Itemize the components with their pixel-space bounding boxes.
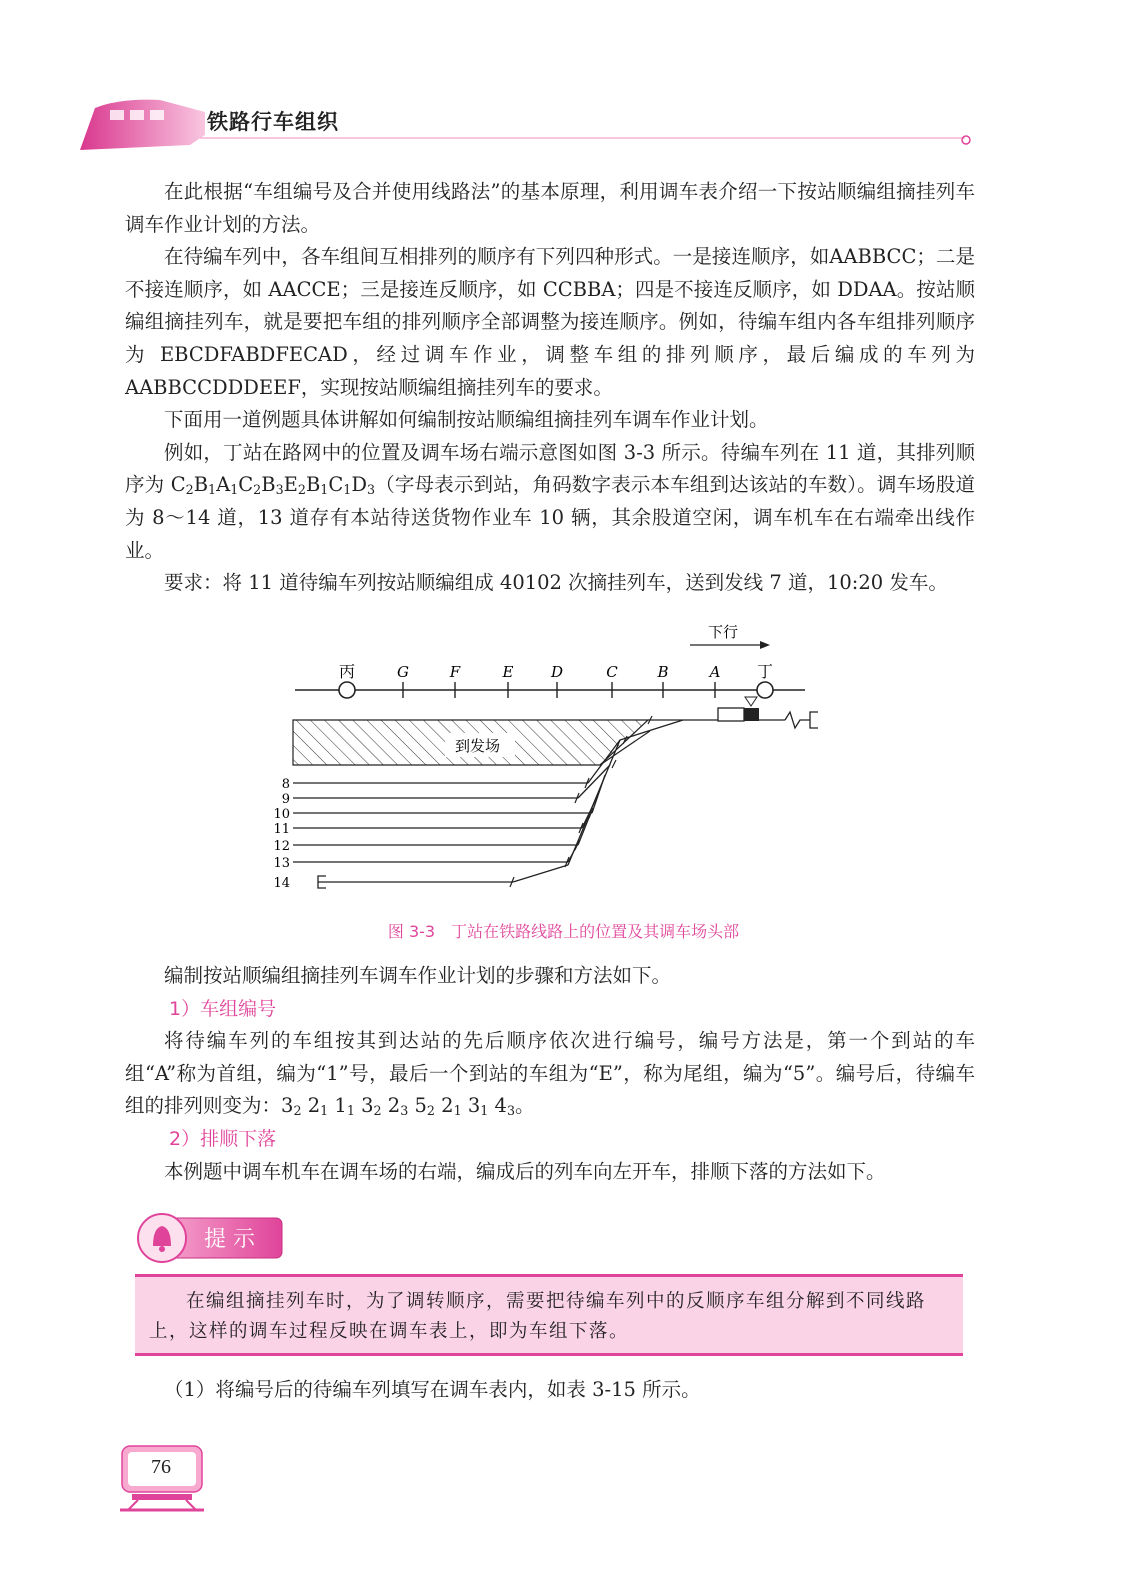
paragraph: （1）将编号后的待编车列填写在调车表内，如表 3-15 所示。 [164,1378,701,1401]
paragraph-example: 例如，丁站在路网中的位置及调车场右端示意图如图 3-3 所示。待编车列在 11 道，其排列顺序为 $C_2B_1A_1C_2B_3E_2B_1C_1D_3$（字母表示到站，角码数字表示本车组到达该站的车数）。调车场股道为 8～14 道，13 道存有本站待送货物作业车 10 辆，其余股道空闲，调车机车在右端牵出线作业。 [125,440,975,562]
figure-yard-diagram [270,615,830,915]
section-heading: 2）排顺下落 [169,1127,277,1150]
station-label: 丁 [756,662,774,681]
group-item: $A_1$ [216,473,239,498]
direction-label: 下行 [708,623,739,641]
locomotive-icon [744,708,759,721]
track-number-label: 12 [273,839,290,854]
train-icon [80,100,205,150]
buffer-stop-icon [810,712,818,728]
tip-text: 在编组摘挂列车时，为了调转顺序，需要把待编车列中的反顺序车组分解到不同线路上，这样的调车过程反映在调车表上，即为车组下落。 [149,1291,927,1342]
group-item: $D_3$ [351,473,376,498]
tip-badge-label: 提 示 [204,1227,255,1252]
track-connector [568,840,580,862]
group-item: $1_1$ [334,1094,355,1119]
station-label: D [550,663,564,681]
numbered-sequence [281,1094,515,1117]
paragraph: 在此根据“车组编号及合并使用线路法”的基本原理，利用调车表介绍一下按站顺编组摘挂列车调车作业计划的方法。 [125,180,975,236]
track-number-label: 8 [281,777,290,792]
station-label: B [657,663,669,681]
signal-icon [745,697,757,706]
group-item: $B_1$ [193,473,217,498]
group-item: $3_1$ [467,1094,489,1119]
track-connector [513,865,568,882]
text-block-middle [125,960,975,1188]
group-item: $C_2$ [238,473,262,498]
station-circle [339,682,355,698]
group-item: $3_2$ [361,1094,382,1119]
station-label: C [606,663,618,681]
page-number-badge [118,1440,208,1516]
group-item: $E_2$ [283,473,306,498]
group-item: $4_3$ [494,1094,515,1119]
text-block-bottom [125,1374,975,1407]
track-number-label: 10 [273,807,290,822]
yard-diagram-svg [270,615,830,915]
station-ticks [339,662,773,698]
paragraph: 要求：将 11 道待编车列按站顺编组成 40102 次摘挂列车，送到发线 7 道，10:20 发车。 [164,571,948,595]
group-item: $2_1$ [441,1094,462,1119]
track-number-label: 11 [273,822,290,837]
group-item: $2_1$ [307,1094,329,1119]
group-item: $C_2$ [170,473,194,498]
group-item: $5_2$ [414,1094,435,1119]
section-heading: 1）车组编号 [169,997,277,1020]
group-item: $2_3$ [387,1094,409,1119]
station-circle [757,682,773,698]
yard-label: 到发场 [455,737,501,755]
wagon-icon [718,708,744,721]
station-label: G [397,663,409,681]
train-group-sequence [171,473,375,496]
tip-badge [134,1212,284,1264]
station-label: A [709,663,721,681]
paragraph-numbering: 将待编车列的车组按其到达站的先后顺序依次进行编号，编号方法是，第一个到站的车组“A”称为首组，编为“1”号，最后一个到站的车组为“E”，称为尾组，编为“5”。编号后，待编车组的排列则变为：$3_2$ $2_1$ $1_1$ $3_2$ $2_3$ $5_2$ $2_1$ $3_1$ $4_3$。 [125,1029,975,1119]
track-number-label: 13 [273,856,290,871]
track-number-label: 9 [281,792,290,807]
text-block-top [125,176,975,600]
station-label: E [502,663,514,681]
direction-arrow-head [760,641,770,649]
page-number: 76 [151,1456,171,1478]
track-number-label: 14 [273,876,290,891]
group-item: $B_1$ [305,473,329,498]
header-title: 铁路行车组织 [207,110,339,134]
group-item: $B_3$ [261,473,284,498]
header-train-banner [0,0,1127,160]
paragraph: 本例题中调车机车在调车场的右端，编成后的列车向左开车，排顺下落的方法如下。 [164,1159,886,1183]
page-header [0,0,1127,160]
station-label: F [449,663,461,681]
group-item: $C_1$ [328,473,352,498]
track-break-mark [785,712,810,728]
figure-caption: 图 3-3 丁站在铁路线路上的位置及其调车场头部 [387,922,740,941]
track-connector [582,795,598,828]
tip-box [135,1274,963,1356]
station-label: 丙 [338,662,356,681]
paragraph: 下面用一道例题具体讲解如何编制按站顺编组摘挂列车调车作业计划。 [164,408,769,432]
paragraph: 在待编车列中，各车组间互相排列的顺序有下列四种形式。一是接连顺序，如AABBCC；二是不接连顺序，如 AACCE；三是接连反顺序，如 CCBBA；四是不接连反顺序，如 DDAA。按站顺编组摘挂列车，就是要把车组的排列顺序全部调整为接连顺序。例如，待编车组内各车组排列顺序为 EBCDFABDFECAD，经过调车作业，调整车组的排列顺序，最后编成的车列为 AABBCCDDDEEF，实现按站顺编组摘挂列车的要求。 [125,245,975,399]
group-item: $3_2$ [281,1094,302,1119]
track-connector [578,765,610,798]
paragraph: 编制按站顺编组摘挂列车调车作业计划的步骤和方法如下。 [164,964,672,987]
